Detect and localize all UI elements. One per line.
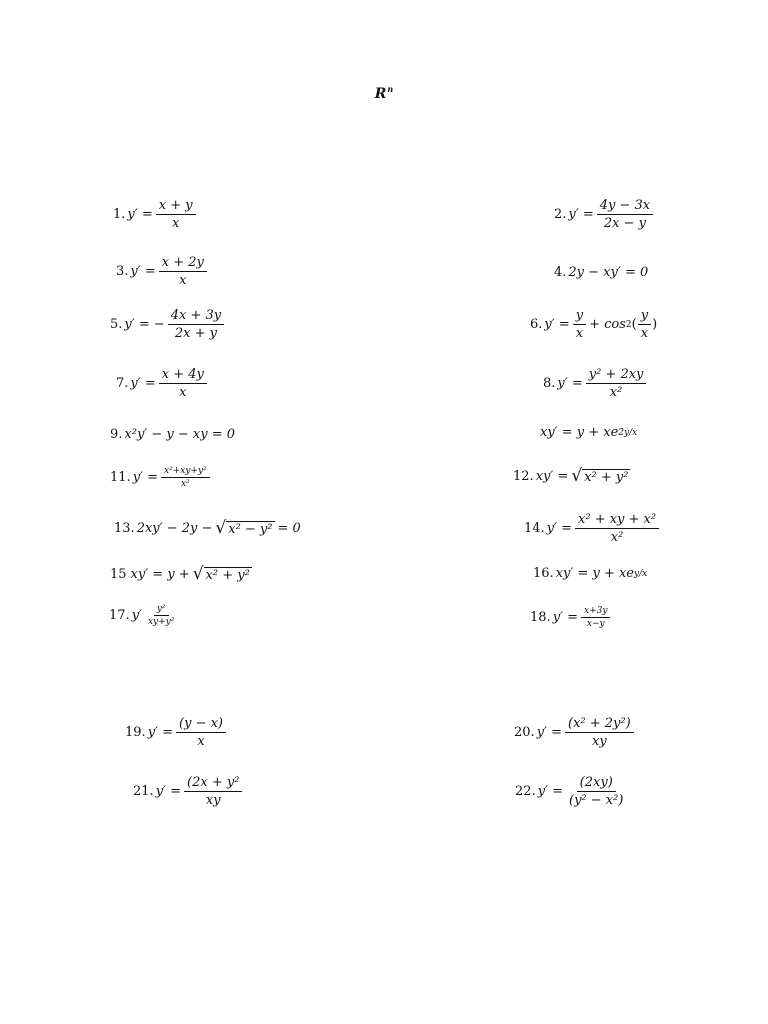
equation-lhs: y′ = xyxy=(557,376,583,391)
equation-2 xyxy=(554,198,656,231)
numerator: 4x + 3y xyxy=(168,308,224,325)
equation-15 xyxy=(110,566,252,583)
equation-1 xyxy=(113,198,199,231)
denominator: x xyxy=(179,385,187,400)
equation-7 xyxy=(116,367,210,400)
equation-number: 1. xyxy=(113,207,126,222)
equation-3 xyxy=(116,255,210,288)
equation-21 xyxy=(133,775,245,808)
numerator: (2x + y² xyxy=(184,775,242,792)
radical-sign-icon: √ xyxy=(192,564,204,584)
equation-8 xyxy=(543,367,649,400)
square-root xyxy=(571,468,630,485)
equation-17 xyxy=(109,604,180,627)
equation-number: 20. xyxy=(514,725,535,740)
equation-22 xyxy=(515,775,629,808)
numerator: x + y xyxy=(156,198,196,215)
paren-open: ( xyxy=(631,317,637,332)
radical-sign-icon: √ xyxy=(571,466,583,486)
numerator: x + 4y xyxy=(159,367,207,384)
equation-text: xy′ = y + xe xyxy=(540,425,619,440)
equation-12 xyxy=(513,468,630,485)
denominator: x² xyxy=(180,479,190,489)
equation-lhs: xy′ = xyxy=(535,469,569,484)
fraction xyxy=(586,367,647,400)
fraction xyxy=(184,775,242,808)
equation-number: 16. xyxy=(533,566,554,581)
title-base: R xyxy=(374,86,387,102)
equation-11 xyxy=(110,466,213,489)
square-root xyxy=(215,520,274,537)
denominator: 2x + y xyxy=(174,326,217,341)
denominator: xy+y² xyxy=(147,617,175,627)
fraction-inner xyxy=(638,308,651,341)
equation-5 xyxy=(110,308,227,341)
equation-lhs: y′ = xyxy=(544,317,570,332)
fraction xyxy=(575,512,659,545)
equation-lhs: y′ = xyxy=(127,207,153,222)
square-root xyxy=(193,566,252,583)
numerator: y² + 2xy xyxy=(586,367,647,384)
equation-number: 19. xyxy=(125,725,146,740)
equation-number: 11. xyxy=(110,470,131,485)
denominator: x xyxy=(640,326,649,341)
radicand: x² + y² xyxy=(205,568,250,583)
equation-text: xy′ = y + xe xyxy=(555,566,634,581)
fraction xyxy=(161,466,210,489)
equation-number: 15 xyxy=(110,567,127,582)
equation-lhs: y′ = xyxy=(147,725,174,740)
equation-9 xyxy=(110,427,235,442)
denominator: x xyxy=(179,273,187,288)
radicand: x² − y² xyxy=(228,522,273,537)
equation-lhs: y′ = − xyxy=(124,317,165,332)
equation-16: 16. xy′ = y + xe y/x xyxy=(533,566,648,581)
equation-20 xyxy=(514,716,637,749)
numerator: x+3y xyxy=(581,606,610,618)
equation-number: 5. xyxy=(110,317,123,332)
denominator: x² xyxy=(610,530,624,545)
numerator: x + 2y xyxy=(159,255,207,272)
fraction xyxy=(168,308,224,341)
numerator: y² xyxy=(154,604,169,616)
equation-post: = 0 xyxy=(277,521,301,536)
equation-lhs: y′ = xyxy=(130,264,156,279)
equation-lhs: y′ = xyxy=(568,207,594,222)
fraction xyxy=(159,367,207,400)
denominator: (y² − x²) xyxy=(569,793,624,808)
fraction xyxy=(145,604,177,627)
equation-number: 14. xyxy=(524,521,545,536)
denominator: x xyxy=(197,734,205,749)
fraction xyxy=(565,716,634,749)
numerator: 4y − 3x xyxy=(597,198,653,215)
fraction xyxy=(581,606,610,629)
equation-number: 18. xyxy=(530,610,551,625)
equation-number: 22. xyxy=(515,784,536,799)
equation-lhs: y′ = xyxy=(546,521,573,536)
equation-18 xyxy=(530,606,613,629)
equation-number: 3. xyxy=(116,264,129,279)
equation-number: 9. xyxy=(110,427,123,442)
numerator: (x² + 2y²) xyxy=(565,716,634,733)
numerator: x²+xy+y² xyxy=(161,466,210,478)
equation-number: 2. xyxy=(554,207,567,222)
fraction xyxy=(597,198,653,231)
equation-number: 4. xyxy=(554,265,567,280)
equation-pre: xy′ = y + xyxy=(130,567,190,582)
equation-pre: 2xy′ − 2y − xyxy=(136,521,213,536)
equation-lhs: y′ xyxy=(131,608,142,623)
denominator: x xyxy=(171,216,180,231)
equation-14 xyxy=(524,512,662,545)
radicand: x² + y² xyxy=(584,470,629,485)
numerator: x² + xy + x² xyxy=(575,512,659,529)
equation-lhs: y′ = xyxy=(155,784,182,799)
denominator: x xyxy=(575,326,584,341)
equation-number: 7. xyxy=(116,376,129,391)
equation-number: 8. xyxy=(543,376,556,391)
denominator: xy xyxy=(205,793,221,808)
denominator: x−y xyxy=(586,619,605,629)
equation-number: 12. xyxy=(513,469,534,484)
denominator: 2x − y xyxy=(603,216,646,231)
fraction xyxy=(156,198,196,231)
cos-term: + cos xyxy=(589,317,626,332)
equation-lhs: y′ = xyxy=(537,784,564,799)
equation-number: 6. xyxy=(530,317,543,332)
numerator: y xyxy=(638,308,651,325)
fraction xyxy=(566,775,626,808)
fraction xyxy=(159,255,207,288)
numerator: y xyxy=(573,308,586,325)
equation-13 xyxy=(114,520,301,537)
equation-number: 21. xyxy=(133,784,154,799)
equation-lhs: y′ = xyxy=(130,376,156,391)
equation-lhs: y′ = xyxy=(132,470,159,485)
equation-6: 6. y′ = $\frac{y}{x}$ + cos 2 ( $\frac{y}{x}$ ) xyxy=(530,308,658,341)
equation-text: 2y − xy′ = 0 xyxy=(568,265,649,280)
equation-text: x²y′ − y − xy = 0 xyxy=(124,427,236,442)
page-title xyxy=(0,86,768,102)
numerator: (y − x) xyxy=(176,716,226,733)
denominator: x² xyxy=(609,385,623,400)
equation-19 xyxy=(125,716,229,749)
numerator: (2xy) xyxy=(577,775,616,792)
equation-number: 13. xyxy=(114,521,135,536)
paren-close: ) xyxy=(652,317,658,332)
equation-lhs: y′ = xyxy=(552,610,579,625)
denominator: xy xyxy=(592,734,607,749)
radical-sign-icon: √ xyxy=(215,518,227,538)
equation-number: 17. xyxy=(109,608,130,623)
fraction xyxy=(176,716,226,749)
equation-4 xyxy=(554,265,648,280)
equation-lhs: y′ = xyxy=(536,725,563,740)
fraction xyxy=(573,308,586,341)
equation-10: xy′ = y + xe 2y/x xyxy=(540,425,638,440)
title-sup: n xyxy=(387,84,394,95)
